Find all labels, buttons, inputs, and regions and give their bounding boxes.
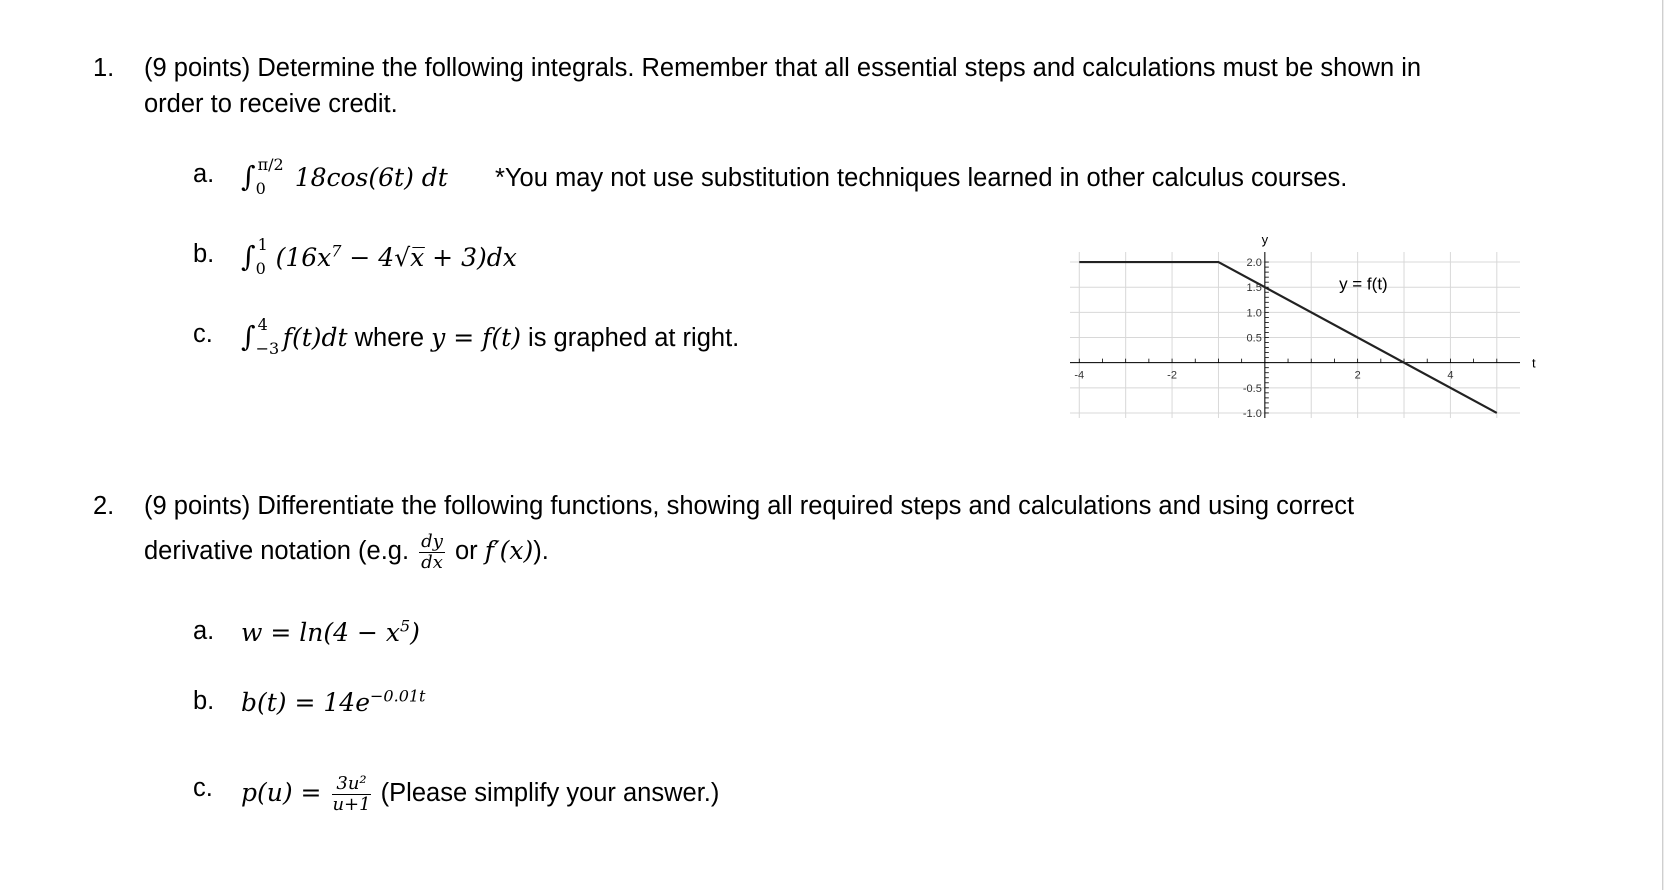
item-tail: is graphed at right. [520,324,740,352]
dy-dx-fraction: $\frac{dy}{dx}$ [421,531,443,573]
item-body: p(u) = $\frac{\text{3u²}}{u+1}$ (Please simplify your answer.) [241,773,720,815]
item-body: $w = \ln(4 - x^5)$ [241,617,420,648]
function-name: y = f(t) [431,323,521,352]
function-graph [1060,222,1560,432]
question-number: 1. [93,54,115,82]
y-tick-label: 1.5 [1246,282,1262,295]
question-line-1: (9 points) Differentiate the following functions, showing all required steps and calculations and using correct [144,492,1355,520]
y-tick-label: 1.0 [1246,307,1262,320]
function-label: y = f(t) [1339,274,1388,294]
x-axis-label: t [1532,355,1536,371]
y-tick-label: -1.0 [1242,407,1262,420]
item-body [241,155,1348,199]
question-line-2: derivative notation (e.g. $\frac{dy}{dx}$ or f′(x)). [144,531,549,573]
question-line-1: (9 points) Determine the following integrals. Remember that all essential steps and calculations must be shown in [144,54,1422,82]
fraction: $\frac{\text{3u²}}{u+1}$ [332,773,371,815]
integrand: ($16x^7$ − 4√x̅ + 3)dx [275,241,517,272]
item-note: (Please simplify your answer.) [373,779,720,808]
x-tick-label: -4 [1074,369,1085,382]
question-text [144,488,1624,573]
item-label: b. [193,240,215,268]
integral-limits: 1 0 [255,235,268,279]
item-label: a. [193,617,215,645]
integral-sign: ∫ [241,240,256,273]
item-body: $b(t) = 14e^{-0.01t}$ [241,687,426,718]
y-tick-label: 0.5 [1246,332,1262,345]
item-label: c. [193,320,213,348]
integral-sign: ∫ [241,320,256,353]
item-where: where [347,324,432,352]
item-body [241,315,740,359]
question-line-2: order to receive credit. [144,90,398,118]
item-note: *You may not use substitution techniques learned in other calculus courses. [494,164,1348,192]
y-tick-label: 2.0 [1246,257,1262,270]
integrand: f(t)dt [282,323,348,352]
question-text [144,50,1624,122]
x-tick-label: -2 [1167,369,1177,382]
integral-limits: 4 −3 [255,315,280,359]
integral-sign: ∫ [241,160,256,193]
x-tick-label: 2 [1354,369,1361,382]
x-tick-label: 4 [1447,369,1454,382]
y-tick-label: -0.5 [1242,382,1262,395]
integrand: 18cos(6t) dt [294,163,448,192]
item-label: c. [193,774,213,802]
item-label: a. [193,160,215,188]
integral-limits: π/2 0 [255,155,284,199]
item-body [241,235,517,279]
question-number: 2. [93,492,115,520]
y-axis-label: y [1261,232,1269,247]
item-label: b. [193,687,215,715]
